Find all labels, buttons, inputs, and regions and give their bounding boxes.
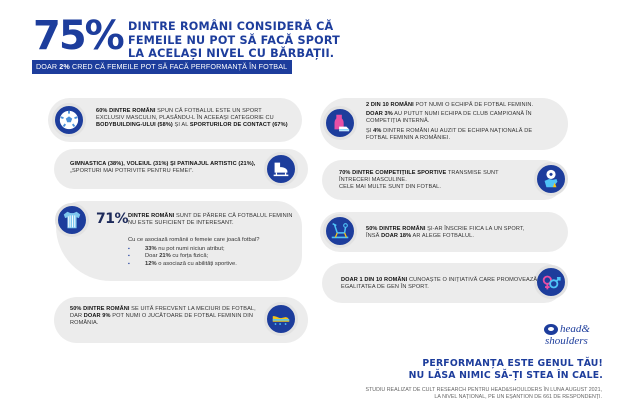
- stat-line: NU ESTE SUFICIENT DE INTERESANT.: [128, 220, 234, 227]
- exercise-bike-icon: [323, 214, 357, 248]
- stat-line: ÎNSĂ: [366, 233, 382, 240]
- bullet-bold: 33%: [145, 245, 157, 252]
- stat-bold: 70% DINTRE COMPETIȚIILE SPORTIVE: [339, 170, 447, 176]
- logo-mark-icon: [544, 324, 558, 335]
- footnote-line: LA NIVEL NAȚIONAL, PE UN EȘANTION DE 661 DE RESPONDENȚI.: [434, 394, 602, 400]
- footnote-line: STUDIU REALIZAT DE CULT RESEARCH PENTRU HEAD&SHOULDERS ÎN LUNA AUGUST 2021,: [365, 387, 602, 393]
- list-item: [128, 261, 259, 269]
- list-item: [128, 246, 259, 254]
- tank-top-sneaker-icon: [323, 106, 357, 140]
- headline-line: FEMEILE NU POT SĂ FACĂ SPORT: [128, 33, 340, 47]
- stat-line: FOTBAL FEMININ A ROMÂNIEI.: [366, 134, 451, 141]
- bullet-bold: 12%: [145, 260, 157, 267]
- headline-percent: 75%: [33, 13, 123, 59]
- logo-text: head&: [560, 323, 590, 335]
- headline-line: DINTRE ROMÂNI CONSIDERĂ CĂ: [128, 20, 334, 33]
- bullet-pre: Doar: [145, 253, 160, 260]
- slogan: [409, 358, 603, 382]
- jersey-icon: [55, 203, 89, 237]
- stat-bold: 2 DIN 10 ROMÂNI: [366, 102, 414, 108]
- stat-line: POT NUMI O ECHIPĂ DE FOTBAL FEMININ.: [413, 102, 534, 108]
- bullet-bold: 21%: [159, 253, 171, 260]
- stat-line: AR ALEGE FOTBALUL.: [411, 233, 474, 240]
- stat-bold: BODYBUILDING-ULUI (58%): [96, 122, 173, 129]
- stat-text: [128, 213, 293, 227]
- stat-bold: 50% DINTRE ROMÂNI: [366, 226, 426, 232]
- stat-bold: 50% DINTRE ROMÂNI: [70, 306, 130, 312]
- bar-prefix: DOAR: [36, 62, 60, 71]
- question-text: Cu ce asociază românii o femeie care joacă fotbal?: [128, 237, 260, 243]
- stat-line: ȘI AL: [172, 122, 190, 129]
- stat-line: ROMÂNIA.: [70, 320, 99, 327]
- stat-bold: 4%: [373, 127, 382, 134]
- stat-line: ȘI: [366, 127, 374, 134]
- bar-suffix: CRED CĂ FEMEILE POT SĂ FACĂ PERFORMANȚĂ ÎN FOTBAL: [69, 62, 288, 71]
- stat-line: „SPORTURI MAI POTRIVITE PENTRU FEMEI”.: [70, 168, 194, 175]
- list-item: [128, 253, 259, 261]
- bullet-text: o asociază cu abilități sportive.: [156, 260, 237, 267]
- stat-line: CELE MAI MULTE SUNT DIN FOTBAL.: [339, 184, 442, 191]
- stat-bold: DOAR 18%: [381, 233, 412, 240]
- stat-text: [70, 306, 256, 328]
- slogan-line: PERFORMANȚA ESTE GENUL TĂU!: [422, 358, 603, 369]
- stat-line: EGALITATEA DE GEN ÎN SPORT.: [341, 284, 429, 291]
- stat-text: [70, 161, 255, 175]
- logo-text: shoulders: [545, 335, 588, 347]
- stat-bold: DOAR 9%: [83, 313, 111, 320]
- stat-line: EXCLUSIV MASCULIN, PLASÂNDU-L ÎN ACEEAȘI CATEGORIE CU: [96, 115, 274, 122]
- stat-line: AU PUTUT NUMI ECHIPA DE CLUB CAMPIOANĂ ÎN: [392, 111, 532, 118]
- stat-line: POT NUMI O JUCĂTOARE DE FOTBAL FEMININ DIN: [110, 313, 254, 320]
- stat-line: DINTRE ROMÂNI AU AUZIT DE ECHIPA NAȚIONALĂ DE: [381, 127, 533, 134]
- stat-bold: 60% DINTRE ROMÂNI: [96, 108, 156, 114]
- bullet-text: nu pot numi niciun atribut;: [156, 245, 225, 252]
- stat-text: [96, 108, 288, 130]
- stat-bold: GIMNASTICA (38%), VOLEIUL (31%) ȘI PATINAJUL ARTISTIC (21%),: [70, 161, 256, 167]
- football-boot-icon: [264, 302, 298, 336]
- stat-text: [366, 102, 533, 144]
- headline-text: [128, 20, 340, 61]
- association-list: [128, 246, 259, 269]
- soccer-ball-icon: [52, 103, 86, 137]
- stat-bold: DOAR 1 DIN 10 ROMÂNI: [341, 277, 408, 283]
- stat-line: ÎNTRECERI MASCULINE.: [339, 177, 407, 184]
- head-and-shoulders-logo: [542, 322, 602, 356]
- headline-bar: [32, 60, 292, 74]
- bullet-text: cu forța fizică;: [170, 253, 209, 260]
- headline-line: LA ACELAȘI NIVEL CU BĂRBAȚII.: [128, 47, 335, 60]
- slogan-line: NU LĂSA NIMIC SĂ-ȚI STEA ÎN CALE.: [408, 370, 603, 381]
- hand-ball-icon: [534, 162, 568, 196]
- stat-bold: SPORTURILOR DE CONTACT (67%): [189, 122, 288, 129]
- big-percent-71: 71%: [96, 211, 129, 227]
- stat-line: CUNOAȘTE O INIȚIATIVĂ CARE PROMOVEAZĂ: [407, 277, 538, 283]
- stat-line: SUNT DE PĂRERE CĂ FOTBALUL FEMININ: [174, 213, 293, 219]
- stat-text: [339, 170, 499, 192]
- stat-line: TRANSMISE SUNT: [446, 170, 499, 176]
- association-question: [128, 237, 259, 268]
- stat-line: SPUN CĂ FOTBALUL ESTE UN SPORT: [155, 108, 262, 114]
- stat-text: [366, 226, 524, 240]
- stat-text: [341, 277, 537, 291]
- bar-percent: 2%: [59, 62, 70, 71]
- ice-skate-icon: [264, 152, 298, 186]
- stat-bold: DOAR 3%: [366, 111, 393, 118]
- stat-line: SE UITĂ FRECVENT LA MECIURI DE FOTBAL,: [129, 306, 256, 312]
- stat-line: ȘI-AR ÎNSCRIE FIICA LA UN SPORT,: [425, 226, 525, 232]
- stat-line: COMPETIȚIA INTERNĂ.: [366, 118, 430, 125]
- gender-symbols-icon: [534, 265, 568, 299]
- study-footnote: [366, 387, 602, 400]
- stat-line: DAR: [70, 313, 84, 320]
- stat-bold: DINTRE ROMÂNI: [128, 213, 175, 219]
